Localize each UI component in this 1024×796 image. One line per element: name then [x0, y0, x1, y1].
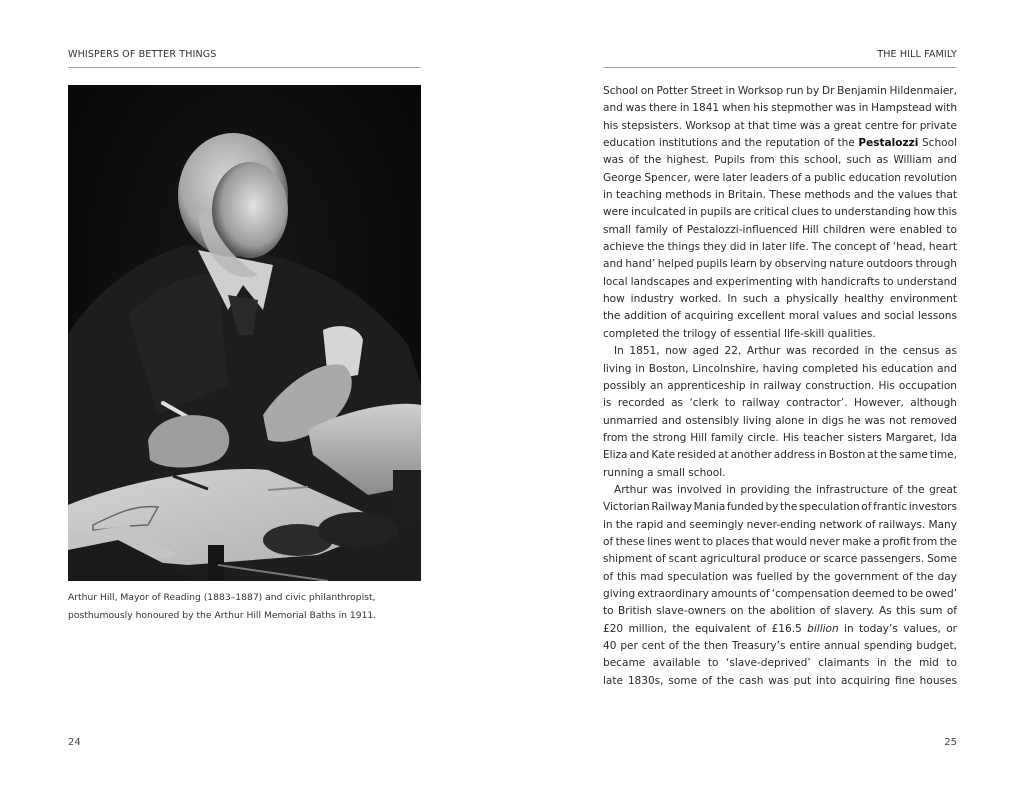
text-line: was of the highest. Pupils from this school, such as William and: [603, 154, 957, 167]
body-text: [603, 83, 957, 690]
running-head-book-title: WHISPERS OF BETTER THINGS: [68, 49, 217, 60]
text-line: and was there in 1841 when his stepmother was in Hampstead with: [603, 102, 957, 115]
text-run: education institutions and the reputation of the: [603, 137, 859, 150]
text-line: Eliza and Kate resided at another address in Boston at the same time,: [603, 449, 957, 462]
portrait-photo: [68, 85, 421, 581]
text-line: the addition of acquiring excellent moral values and social lessons: [603, 310, 957, 323]
text-line: In 1851, now aged 22, Arthur was recorded in the census as: [614, 345, 957, 358]
text-line: to British slave-owners on the abolition of slavery. As this sum of: [603, 605, 957, 618]
text-run: in today’s values, or: [838, 622, 958, 635]
text-line: from the strong Hill family circle. His teacher sisters Margaret, Ida: [603, 431, 957, 444]
caption-line: posthumously honoured by the Arthur Hill Memorial Baths in 1911.: [68, 609, 377, 621]
text-line: in teaching methods in Britain. These methods and the values that: [603, 189, 957, 202]
portrait-image: [68, 85, 421, 581]
text-run: £20 million, the equivalent of £16.5: [603, 622, 808, 635]
header-rule: [603, 67, 957, 68]
text-line: achieve the things they did in later life. The concept of ‘head, heart: [603, 241, 957, 254]
text-line: were inculcated in pupils are critical clues to understanding how this: [603, 206, 957, 219]
text-line: completed the trilogy of essential life-skill qualities.: [603, 327, 876, 340]
text-line: running a small school.: [603, 466, 726, 479]
text-line: local landscapes and experimenting with handicrafts to understand: [603, 275, 957, 288]
text-line: his stepsisters. Worksop at that time was a great centre for private: [603, 119, 957, 132]
text-line: 40 per cent of the then Treasury’s entire annual spending budget,: [603, 640, 957, 652]
text-line: living in Boston, Lincolnshire, having completed his education and: [603, 362, 957, 375]
text-line: [603, 621, 957, 638]
text-line: is recorded as ‘clerk to railway contractor’. However, although: [603, 397, 957, 410]
text-line: unmarried and ostensibly living alone in digs he was not removed: [603, 414, 957, 427]
text-line: became available to ‘slave-deprived’ claimants in the mid to: [603, 657, 957, 670]
page-number: 24: [68, 737, 81, 748]
italic-term: billion: [807, 622, 839, 635]
page-number: 25: [944, 737, 957, 748]
photo-caption: [68, 589, 428, 624]
text-line: and hand’ helped pupils learn by observing nature outdoors through: [603, 258, 957, 271]
text-line: giving extraordinary amounts of ‘compensation deemed to be owed’: [603, 587, 957, 600]
text-line: shipment of scant agricultural produce or scarce passengers. Some: [603, 553, 957, 566]
bold-term: Pestalozzi: [858, 137, 919, 150]
text-line: small family of Pestalozzi-influenced Hill children were enabled to: [603, 223, 957, 236]
running-head-chapter-title: THE HILL FAMILY: [877, 49, 957, 60]
text-line: in the rapid and seemingly never-ending network of railways. Many: [603, 518, 957, 531]
text-line: of these lines went to places that would never make a profit from the: [603, 535, 957, 548]
text-line: possibly an apprenticeship in railway construction. His occupation: [603, 379, 957, 392]
text-line: George Spencer, were later leaders of a public education revolution: [603, 171, 957, 184]
caption-line: Arthur Hill, Mayor of Reading (1883–1887) and civic philanthropist,: [68, 592, 376, 603]
right-page: [512, 0, 1024, 796]
text-line: Victorian Railway Mania funded by the speculation of frantic investors: [603, 501, 957, 514]
text-line: [603, 135, 957, 152]
text-line: how industry worked. In such a physically healthy environment: [603, 293, 957, 306]
text-line: School on Potter Street in Worksop run by Dr Benjamin Hildenmaier,: [603, 85, 957, 97]
text-line: late 1830s, some of the cash was put into acquiring fine houses: [603, 674, 957, 687]
text-line: Arthur was involved in providing the infrastructure of the great: [614, 483, 957, 496]
text-line: of this mad speculation was fuelled by the government of the day: [603, 570, 957, 583]
text-run: School: [918, 137, 957, 150]
header-rule: [68, 67, 421, 68]
